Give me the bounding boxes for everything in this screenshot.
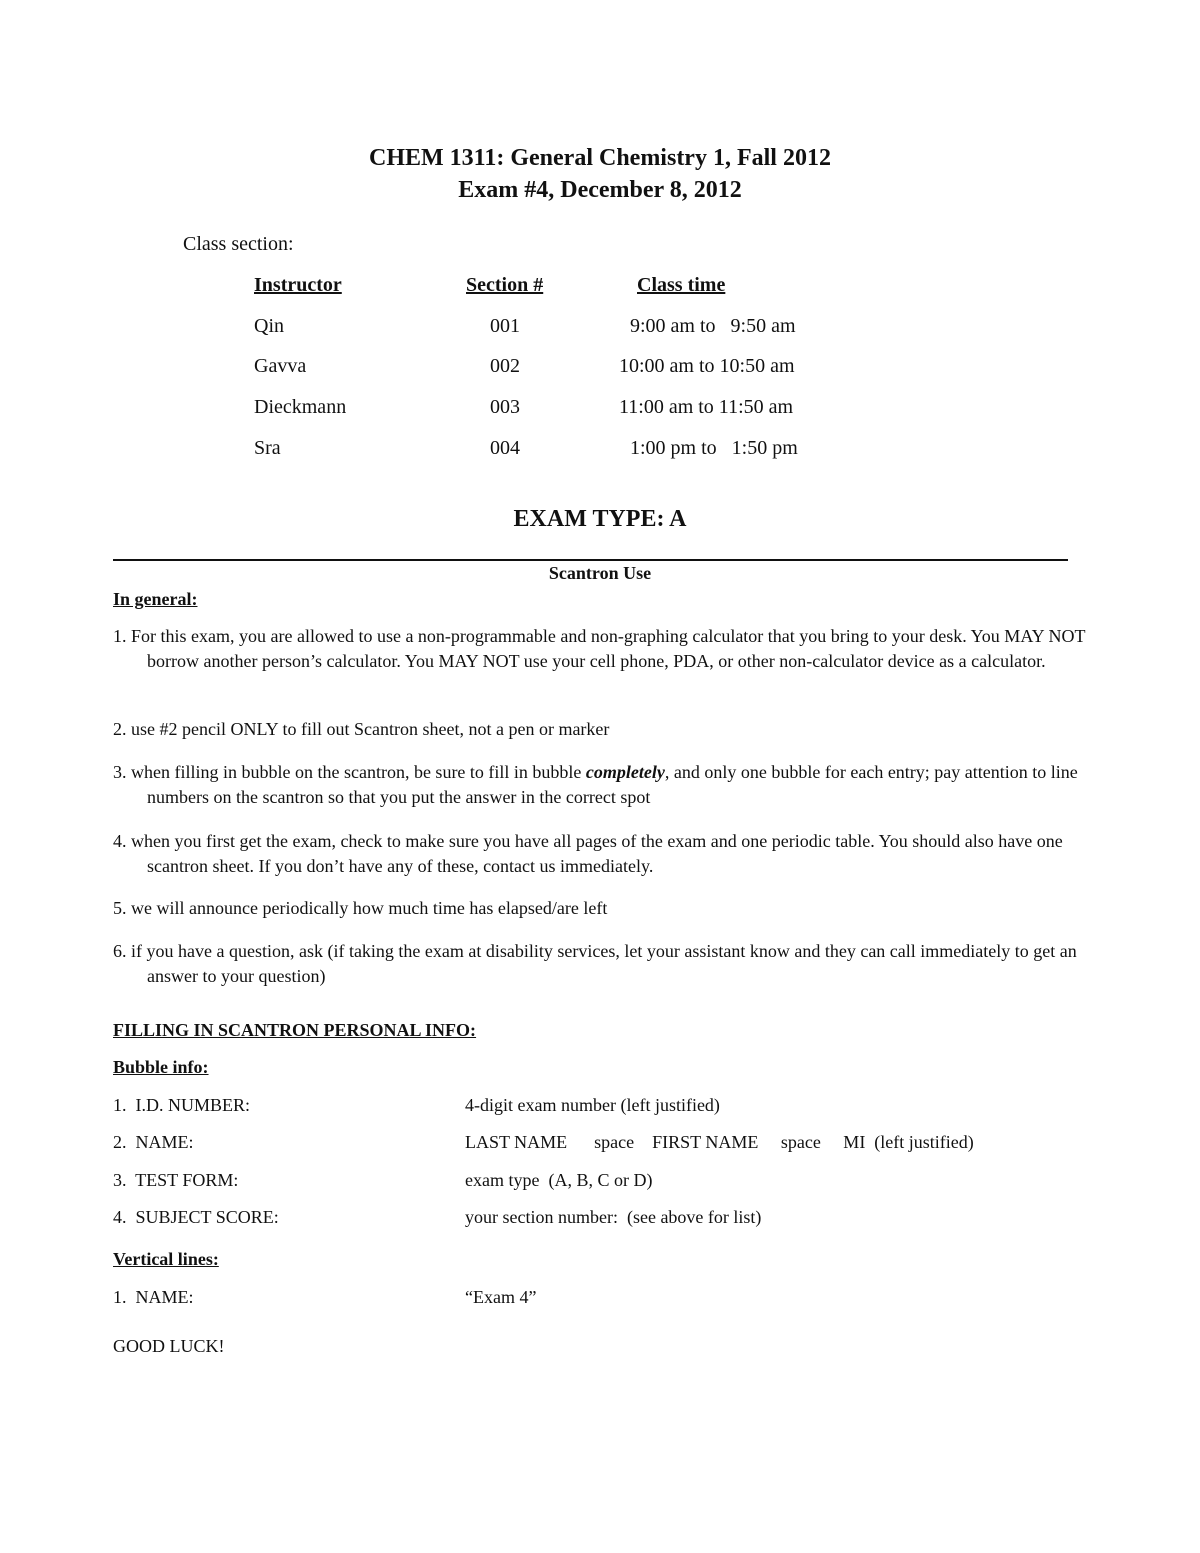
instruction-item: 1. For this exam, you are allowed to use a non-programmable and non-graphing calculator that you bring to your desk. You MAY NOT borrow another person’s calculator. You MAY NOT use your cell phone, PDA, or other non-calculator device as a calculator. [113,626,1086,671]
instruction-item: 4. when you first get the exam, check to make sure you have all pages of the exam and one periodic table. You should also have one scantron sheet. If you don’t have any of these, contact us immediately. [113,831,1063,876]
instruction-text: , and only one bubble for each entry; pay attention to line numbers on the scantron so that you put the answer in the correct spot [147,762,1078,807]
vertical-label: 1. NAME: [113,1287,194,1307]
instruction-item: 2. use #2 pencil ONLY to fill out Scantron sheet, not a pen or marker [113,719,610,739]
emphasis-text: completely [585,762,665,782]
personal-info-heading: FILLING IN SCANTRON PERSONAL INFO: [113,1020,477,1040]
column-header-instructor: Instructor [254,274,342,296]
instruction-item [113,760,1127,810]
bubble-label: 2. NAME: [113,1132,194,1152]
divider [113,559,1068,561]
table-cell-time: 10:00 am to 10:50 am [619,355,795,377]
page-subtitle: Exam #4, December 8, 2012 [458,177,742,203]
vertical-value: “Exam 4” [465,1287,537,1307]
table-cell-time: 11:00 am to 11:50 am [619,396,794,418]
bubble-value: exam type (A, B, C or D) [465,1170,653,1190]
bubble-value: your section number: (see above for list) [465,1207,762,1227]
page-title: CHEM 1311: General Chemistry 1, Fall 2012 [369,145,831,171]
table-cell-time: 1:00 pm to 1:50 pm [630,437,798,459]
bubble-value: 4-digit exam number (left justified) [465,1095,720,1115]
instruction-item: 5. we will announce periodically how much time has elapsed/are left [113,898,608,918]
column-header-class-time: Class time [637,274,726,296]
table-cell-instructor: Gavva [254,355,307,377]
table-cell-section: 002 [490,355,520,377]
table-cell-instructor: Sra [254,437,281,459]
table-cell-time: 9:00 am to 9:50 am [630,315,796,337]
bubble-label: 4. SUBJECT SCORE: [113,1207,279,1227]
vertical-lines-heading: Vertical lines: [113,1249,219,1269]
exam-type: EXAM TYPE: A [513,506,687,532]
table-cell-instructor: Qin [254,315,284,337]
scantron-heading: Scantron Use [548,563,652,583]
bubble-label: 1. I.D. NUMBER: [113,1095,251,1115]
table-cell-instructor: Dieckmann [254,396,347,418]
closing-text: GOOD LUCK! [113,1336,225,1356]
class-section-label: Class section: [183,233,294,255]
table-cell-section: 004 [490,437,520,459]
bubble-value: LAST NAME space FIRST NAME space MI (left justified) [465,1132,974,1152]
table-cell-section: 003 [490,396,520,418]
column-header-section: Section # [466,274,544,296]
table-cell-section: 001 [490,315,520,337]
bubble-label: 3. TEST FORM: [113,1170,239,1190]
bubble-info-heading: Bubble info: [113,1057,209,1077]
in-general-heading: In general: [113,589,198,609]
instruction-text: 3. when filling in bubble on the scantron, be sure to fill in bubble [113,762,586,782]
instruction-item: 6. if you have a question, ask (if taking the exam at disability services, let your assistant know and they can call immediately to get an answer to your question) [113,941,1077,986]
